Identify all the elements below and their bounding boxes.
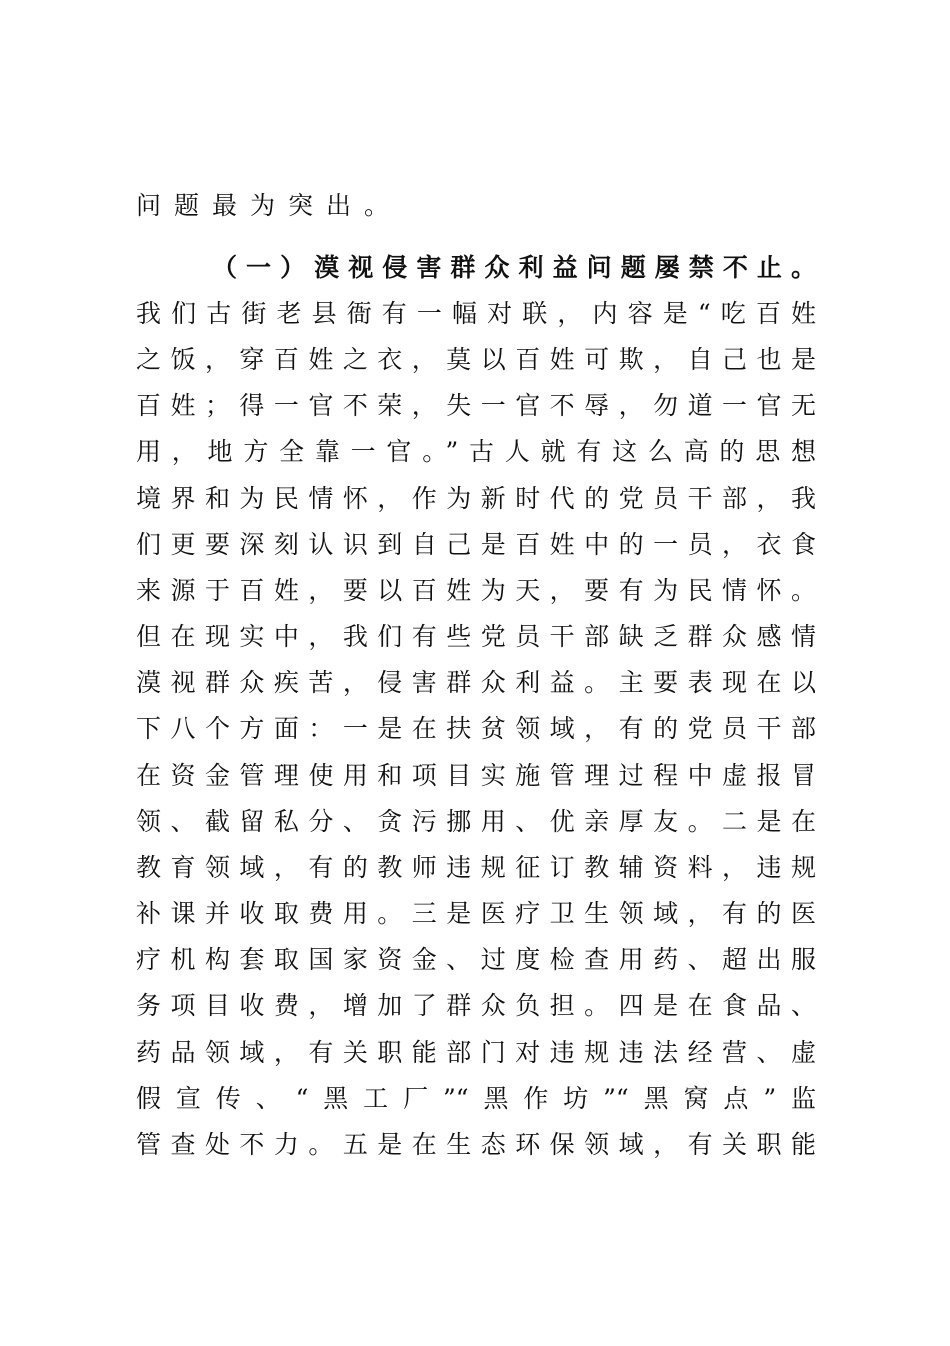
paragraph-line: 务项目收费，增加了群众负担。四是在食品、 [136, 991, 816, 1020]
paragraph-line: 用，地方全靠一官。”古人就有这么高的思想 [136, 437, 816, 466]
paragraph-line: 下八个方面：一是在扶贫领域，有的党员干部 [136, 714, 816, 743]
section-heading: （一）漠视侵害群众利益问题屡禁不止。 [212, 253, 816, 282]
paragraph-line: 疗机构套取国家资金、过度检查用药、超出服 [136, 945, 816, 974]
paragraph-line: 境界和为民情怀，作为新时代的党员干部，我 [136, 484, 816, 513]
paragraph-line: 漠视群众疾苦，侵害群众利益。主要表现在以 [136, 668, 816, 697]
paragraph-line: 假宣传、“黑工厂”“黑作坊”“黑窝点”监 [136, 1084, 816, 1113]
paragraph-line: 之饭，穿百姓之衣，莫以百姓可欺，自己也是 [136, 345, 816, 374]
paragraph-line: 教育领域，有的教师违规征订教辅资料，违规 [136, 853, 816, 882]
paragraph-line: 补课并收取费用。三是医疗卫生领域，有的医 [136, 899, 816, 928]
paragraph-line: 在资金管理使用和项目实施管理过程中虚报冒 [136, 761, 816, 790]
paragraph-line: 们更要深刻认识到自己是百姓中的一员，衣食 [136, 530, 816, 559]
paragraph-line: 但在现实中，我们有些党员干部缺乏群众感情 [136, 622, 816, 651]
paragraph-line: 我们古街老县衙有一幅对联，内容是“吃百姓 [136, 299, 816, 328]
paragraph-line: 领、截留私分、贪污挪用、优亲厚友。二是在 [136, 807, 816, 836]
paragraph-line: 来源于百姓，要以百姓为天，要有为民情怀。 [136, 576, 816, 605]
paragraph-line: 管查处不力。五是在生态环保领域，有关职能 [136, 1130, 816, 1159]
paragraph-line: 百姓；得一官不荣，失一官不辱，勿道一官无 [136, 391, 816, 420]
paragraph-line-continuation: 问题最为突出。 [136, 191, 403, 220]
paragraph-line: 药品领域，有关职能部门对违规违法经营、虚 [136, 1038, 816, 1067]
